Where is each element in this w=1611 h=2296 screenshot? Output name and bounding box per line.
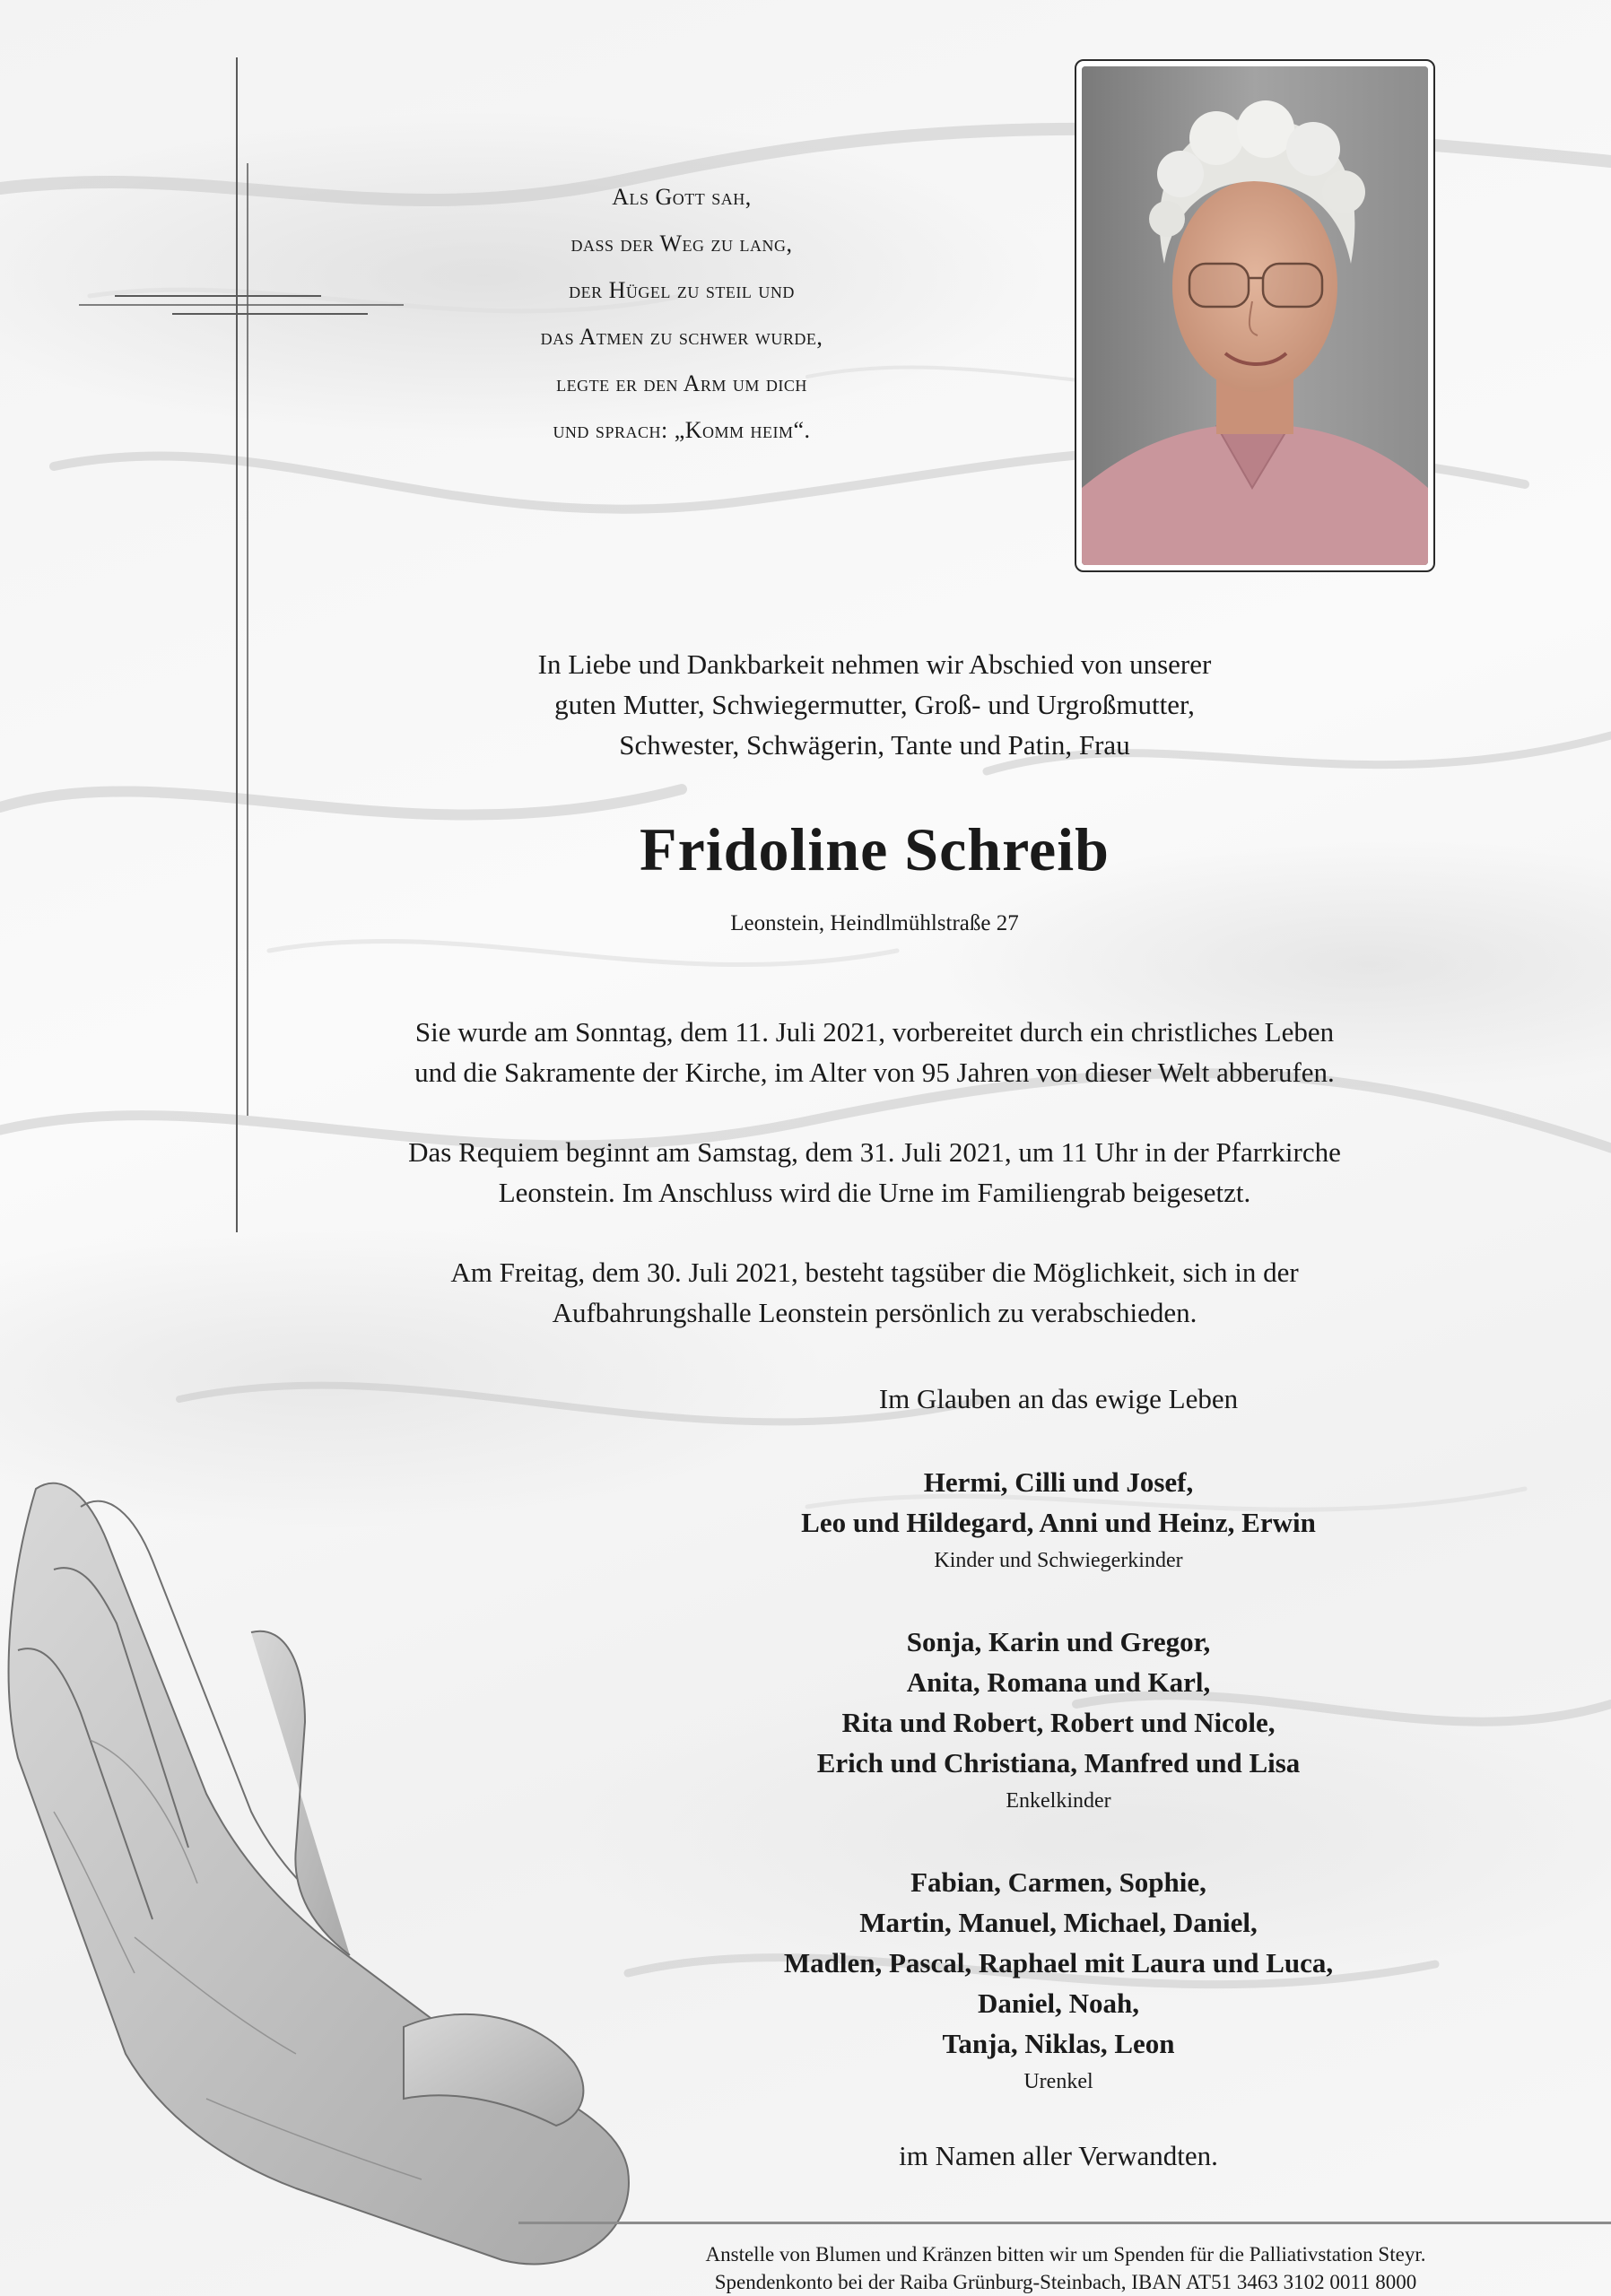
- mourner-names: Rita und Robert, Robert und Nicole,: [841, 1707, 1276, 1738]
- mourner-names: Hermi, Cilli und Josef,: [923, 1466, 1194, 1498]
- mourner-names: Anita, Romana und Karl,: [906, 1666, 1211, 1698]
- footer-line: Spendenkonto bei der Raiba Grünburg-Steinbach, IBAN AT51 3463 3102 0011 8000: [714, 2271, 1417, 2293]
- intro-text: [296, 644, 1453, 765]
- mourner-names: Sonja, Karin und Gregor,: [906, 1626, 1211, 1657]
- footer-divider: [518, 2222, 1611, 2224]
- poem-line: dass der Weg zu lang,: [570, 230, 793, 257]
- mourner-label: Enkelkinder: [1006, 1789, 1111, 1813]
- paragraph-line: Am Freitag, dem 30. Juli 2021, besteht tagsüber die Möglichkeit, sich in der: [450, 1257, 1299, 1288]
- intro-line: Schwester, Schwägerin, Tante und Patin, Frau: [619, 729, 1130, 761]
- mourner-label: Urenkel: [1023, 2070, 1093, 2093]
- death-paragraph: [296, 1012, 1453, 1092]
- donation-note: [520, 2240, 1611, 2296]
- mourner-names: Madlen, Pascal, Raphael mit Laura und Luca,: [783, 1947, 1334, 1979]
- poem: [422, 174, 942, 454]
- portrait-frame: [1075, 59, 1435, 572]
- requiem-paragraph: [296, 1132, 1453, 1213]
- mourner-names: Daniel, Noah,: [978, 1987, 1139, 2019]
- poem-line: das Atmen zu schwer wurde,: [540, 324, 823, 350]
- portrait-illustration: [1082, 66, 1428, 565]
- poem-line: Als Gott sah,: [612, 184, 752, 210]
- poem-line: legte er den Arm um dich: [556, 370, 807, 396]
- mourner-group-great-grandchildren: [610, 1862, 1507, 2100]
- mourner-group-children: [610, 1462, 1507, 1578]
- paragraph-line: Das Requiem beginnt am Samstag, dem 31. Juli 2021, um 11 Uhr in der Pfarrkirche: [408, 1136, 1341, 1168]
- mourner-label: Kinder und Schwiegerkinder: [934, 1549, 1183, 1572]
- intro-line: guten Mutter, Schwiegermutter, Groß- und Urgroßmutter,: [554, 689, 1195, 720]
- mourner-names: Leo und Hildegard, Anni und Heinz, Erwin: [801, 1507, 1316, 1538]
- closing-line: im Namen aller Verwandten.: [899, 2140, 1218, 2171]
- paragraph-line: Leonstein. Im Anschluss wird die Urne im Familiengrab beigesetzt.: [498, 1177, 1251, 1208]
- deceased-name: Fridoline Schreib: [640, 815, 1110, 883]
- poem-line: der Hügel zu steil und: [569, 277, 795, 303]
- footer-line: Anstelle von Blumen und Kränzen bitten wir um Spenden für die Palliativstation Steyr.: [705, 2243, 1426, 2266]
- portrait-photo: [1082, 66, 1428, 565]
- mourner-group-grandchildren: [610, 1622, 1507, 1819]
- mourner-names: Martin, Manuel, Michael, Daniel,: [859, 1907, 1258, 1938]
- intro-line: In Liebe und Dankbarkeit nehmen wir Abschied von unserer: [537, 648, 1212, 680]
- paragraph-line: Aufbahrungshalle Leonstein persönlich zu verabschieden.: [552, 1297, 1197, 1328]
- mourner-names: Erich und Christiana, Manfred und Lisa: [816, 1747, 1301, 1779]
- mourner-names: Tanja, Niklas, Leon: [942, 2028, 1175, 2059]
- paragraph-line: Sie wurde am Sonntag, dem 11. Juli 2021, vorbereitet durch ein christliches Leben: [414, 1016, 1335, 1048]
- praying-hands-icon: [0, 1471, 646, 2296]
- deceased-address: Leonstein, Heindlmühlstraße 27: [730, 911, 1019, 935]
- faith-line: Im Glauben an das ewige Leben: [878, 1383, 1239, 1414]
- mourner-names: Fabian, Carmen, Sophie,: [910, 1866, 1206, 1898]
- poem-line: und sprach: „Komm heim“.: [553, 417, 811, 443]
- paragraph-line: und die Sakramente der Kirche, im Alter von 95 Jahren von dieser Welt abberufen.: [414, 1057, 1335, 1088]
- viewing-paragraph: [296, 1252, 1453, 1333]
